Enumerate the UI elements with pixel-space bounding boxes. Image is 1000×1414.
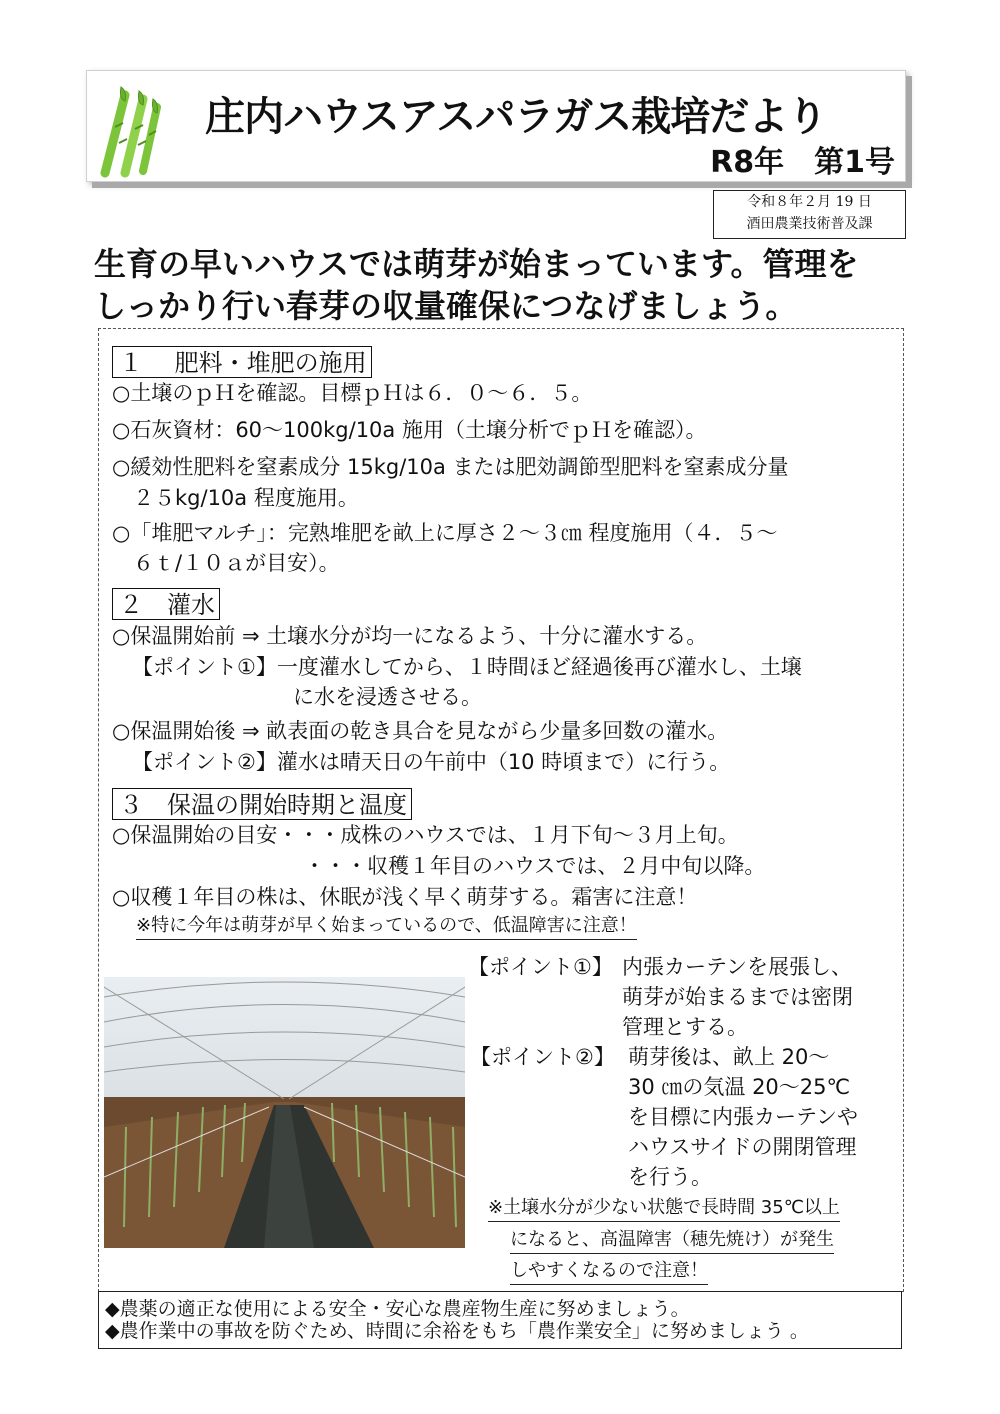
- footer-box: [98, 1291, 902, 1349]
- section-1-item: ２５kg/10a 程度施用。: [112, 486, 359, 510]
- heat-warning-line: になると、高温障害（穂先焼け）が発生: [510, 1227, 834, 1254]
- section-3-point-2-line: を行う。: [628, 1165, 712, 1189]
- section-1-item: ○「堆肥マルチ」：完熟堆肥を畝上に厚さ２～３㎝ 程度施用（４．５～: [112, 521, 778, 545]
- section-3-point-1-line: 管理とする。: [622, 1015, 748, 1039]
- heat-warning-line: しやすくなるので注意！: [510, 1258, 708, 1285]
- section-1-item: ６ｔ/１０ａが目安）。: [112, 551, 340, 575]
- heat-warning-line: ※土壌水分が少ない状態で長時間 35℃以上: [488, 1195, 840, 1222]
- frost-note: ※特に今年は萌芽が早く始まっているので、低温障害に注意！: [136, 913, 637, 940]
- newsletter-title: 庄内ハウスアスパラガス栽培だより: [205, 94, 827, 140]
- date-box: [713, 190, 906, 239]
- section-3-point-1-line: 内張カーテンを展張し、: [622, 955, 852, 979]
- newsletter-banner: [86, 70, 906, 182]
- section-3-point-2-line: 30 ㎝の気温 20～25℃: [628, 1075, 851, 1099]
- section-3-point-2-line: ハウスサイドの開閉管理: [628, 1135, 857, 1159]
- section-3-point-2-line: を目標に内張カーテンや: [628, 1105, 858, 1129]
- section-3-point-1-line: 萌芽が始まるまでは密閉: [622, 985, 853, 1009]
- section-3-point-2-line: 萌芽後は、畝上 20～: [628, 1045, 830, 1069]
- asparagus-icon: [91, 77, 181, 179]
- greenhouse-photo: [104, 977, 465, 1248]
- section-1-title: １ 肥料・堆肥の施用: [112, 346, 372, 378]
- footer-line-1: ◆農薬の適正な使用による安全・安心な農産物生産に努めましょう。: [105, 1298, 690, 1320]
- issuing-department: 酒田農業技術普及課: [746, 216, 873, 232]
- section-2-point-2: 【ポイント②】灌水は晴天日の午前中（10 時頃まで）に行う。: [132, 750, 731, 774]
- headline-line-1: 生育の早いハウスでは萌芽が始まっています。管理を: [94, 245, 859, 283]
- section-2-point-1: 【ポイント①】一度灌水してから、１時間ほど経過後再び灌水し、土壌: [132, 655, 802, 679]
- headline: [94, 243, 914, 327]
- section-2-point-1-cont: に水を浸透させる。: [293, 685, 482, 709]
- section-3-item: ・・・収穫１年目のハウスでは、２月中旬以降。: [304, 854, 766, 878]
- section-3-point-2-label: 【ポイント②】: [470, 1045, 615, 1069]
- section-1-item: ○緩効性肥料を窒素成分 15kg/10a または肥効調節型肥料を窒素成分量: [112, 455, 789, 479]
- section-1-item: ○土壌のｐＨを確認。目標ｐＨは６．０～６．５。: [112, 381, 593, 405]
- issue-number: R8年 第1号: [710, 145, 895, 180]
- headline-line-2: しっかり行い春芽の収量確保につなげましょう。: [94, 287, 798, 325]
- section-3-point-1-label: 【ポイント①】: [468, 955, 613, 979]
- section-2-item: ○保温開始後 ⇒ 畝表面の乾き具合を見ながら少量多回数の灌水。: [112, 719, 729, 743]
- section-2-item: ○保温開始前 ⇒ 土壌水分が均一になるよう、十分に灌水する。: [112, 624, 708, 648]
- section-3-item: ○収穫１年目の株は、休眠が浅く早く萌芽する。霜害に注意！: [112, 885, 698, 909]
- issue-date: 令和８年２月 19 日: [747, 194, 872, 210]
- section-3-item: ○保温開始の目安・・・成株のハウスでは、１月下旬～３月上旬。: [112, 823, 739, 847]
- section-2-title: ２ 灌水: [112, 588, 220, 620]
- section-3-title: ３ 保温の開始時期と温度: [112, 788, 412, 820]
- footer-line-2: ◆農作業中の事故を防ぐため、時間に余裕をもち「農作業安全」に努めましょう 。: [105, 1320, 809, 1342]
- section-1-item: ○石灰資材：60～100kg/10a 施用（土壌分析でｐＨを確認）。: [112, 418, 707, 442]
